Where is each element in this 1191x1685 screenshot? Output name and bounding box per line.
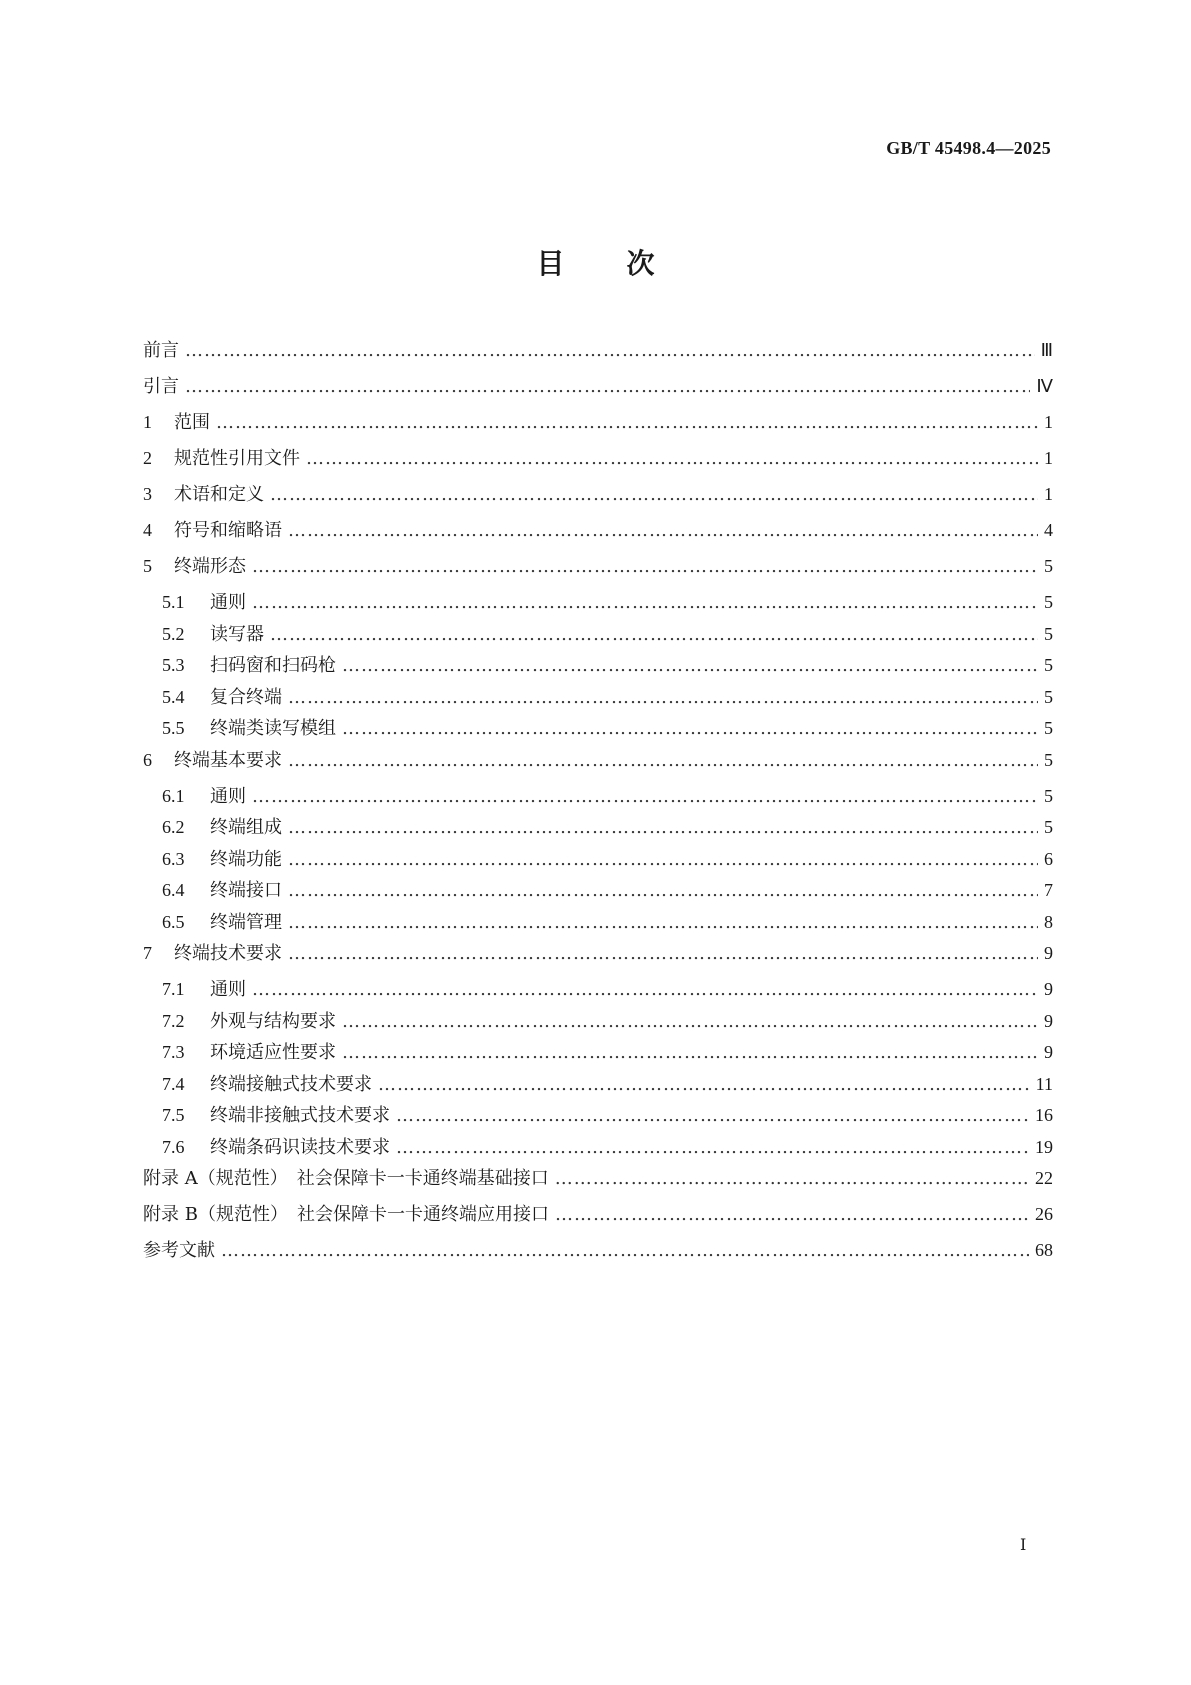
toc-entry-number: 6.5 [162,911,185,932]
toc-entry-number: 7.1 [162,979,185,999]
toc-entry-page: 8 [1044,911,1053,932]
toc-entry-page: 1 [1044,448,1053,468]
toc-entry-title: 术语和定义 [174,484,264,505]
toc-entry-page: 5 [1044,592,1053,612]
toc-entry-number: 6.3 [162,848,185,869]
toc-entry-title: 终端形态 [174,556,246,577]
toc-entry-number: 7.6 [162,1136,185,1157]
page-title-left: 目 [536,247,565,280]
toc-entry-page: 5 [1044,817,1053,837]
toc-entry-page: 1 [1044,412,1053,432]
toc-entry-number: 5.4 [162,686,185,707]
toc-leader-dots [306,448,1038,469]
toc-leader-dots [342,1042,1038,1063]
toc-entry-title: 复合终端 [210,686,282,708]
toc-leader-dots [396,1105,1029,1126]
toc-leader-dots [252,556,1038,577]
toc-entry[interactable] [143,1236,1053,1272]
toc-entry[interactable] [143,444,1053,480]
toc-entry-number: 7.5 [162,1105,185,1125]
toc-entry-title: 扫码窗和扫码枪 [210,655,336,676]
toc-leader-dots [288,912,1038,933]
toc-entry-page: 6 [1044,848,1053,869]
toc-leader-dots [288,880,1038,901]
toc-leader-dots [288,520,1038,541]
toc-entry-page: 5 [1044,749,1053,770]
toc-entry-title: 参考文献 [143,1240,215,1261]
toc-entry-page: 9 [1044,943,1053,963]
toc-entry-title: 终端类读写模组 [210,718,336,739]
toc-entry[interactable] [143,516,1053,552]
toc-leader-dots [288,750,1038,771]
toc-entry[interactable] [143,714,1053,746]
toc-entry[interactable] [143,1101,1053,1133]
toc-leader-dots [288,687,1038,708]
toc-leader-dots [555,1168,1029,1189]
toc-leader-dots [378,1074,1030,1095]
toc-leader-dots [252,979,1038,1000]
toc-entry-title: 读写器 [210,623,264,645]
toc-entry-number: 7 [143,943,152,963]
toc-entry-page: 16 [1035,1105,1053,1125]
toc-entry-page: 5 [1044,785,1053,806]
toc-entry-page: 5 [1044,623,1053,644]
toc-entry-number: 5.2 [162,623,185,644]
toc-entry[interactable] [143,651,1053,683]
toc-entry-title: 附录 A（规范性） 社会保障卡一卡通终端基础接口 [143,1168,549,1189]
toc-leader-dots [252,592,1038,613]
toc-entry-number: 5 [143,556,152,576]
toc-entry-title: 前言 [143,340,179,361]
standard-code: GB/T 45498.4—2025 [886,138,1051,158]
toc-entry[interactable] [143,845,1053,877]
toc-leader-dots [396,1137,1029,1158]
toc-entry[interactable] [143,372,1053,408]
toc-entry[interactable] [143,939,1053,975]
toc-entry-page: 5 [1044,655,1053,675]
toc-entry-title: 范围 [174,412,210,433]
toc-entry-number: 7.4 [162,1073,185,1094]
toc-entry-title: 外观与结构要求 [210,1010,336,1032]
page-number: Ⅰ [1020,1535,1027,1554]
toc-entry[interactable] [143,975,1053,1007]
toc-entry-number: 2 [143,448,152,468]
toc-entry[interactable] [143,1133,1053,1165]
toc-leader-dots [342,1011,1038,1032]
toc-entry[interactable] [143,408,1053,444]
toc-leader-dots [270,484,1038,505]
table-of-contents [143,336,1053,1272]
toc-entry-title: 终端功能 [210,848,282,870]
toc-leader-dots [221,1240,1029,1261]
toc-leader-dots [288,943,1038,964]
toc-entry-page: 4 [1044,520,1053,540]
toc-entry-number: 6.1 [162,785,185,806]
toc-entry-number: 7.2 [162,1010,185,1031]
toc-entry-title: 终端接触式技术要求 [210,1073,372,1095]
toc-entry-page: 7 [1044,880,1053,900]
toc-entry-title: 附录 B（规范性） 社会保障卡一卡通终端应用接口 [143,1204,549,1225]
toc-entry-page: 22 [1035,1168,1053,1188]
toc-entry-page: 5 [1044,686,1053,707]
toc-entry[interactable] [143,876,1053,908]
toc-entry-page: 1 [1044,484,1053,504]
toc-entry-title: 终端管理 [210,911,282,933]
toc-entry[interactable] [143,620,1053,652]
toc-entry[interactable] [143,588,1053,620]
toc-entry-page: 5 [1044,556,1053,576]
toc-entry-page: 9 [1044,1010,1053,1031]
toc-entry-title: 规范性引用文件 [174,448,300,469]
toc-entry-number: 5.3 [162,655,185,675]
toc-entry-number: 5.5 [162,718,185,738]
toc-entry[interactable] [143,336,1053,372]
toc-entry-number: 1 [143,412,152,432]
page-title [0,242,1191,282]
toc-entry-title: 终端非接触式技术要求 [210,1105,390,1126]
toc-leader-dots [342,718,1038,739]
toc-entry-number: 7.3 [162,1042,185,1062]
toc-entry-page: 5 [1044,718,1053,738]
toc-entry-number: 6 [143,749,152,770]
toc-entry-title: 环境适应性要求 [210,1042,336,1063]
toc-leader-dots [252,786,1038,807]
toc-entry-number: 6.4 [162,880,185,900]
toc-entry[interactable] [143,782,1053,814]
toc-entry-page: 19 [1035,1136,1053,1157]
page-title-right: 次 [626,247,655,280]
toc-entry-title: 符号和缩略语 [174,520,282,541]
toc-leader-dots [342,655,1038,676]
toc-entry-title: 终端接口 [210,880,282,901]
toc-entry-number: 4 [143,520,152,540]
toc-entry-page: 11 [1035,1073,1053,1094]
toc-entry-title: 引言 [143,376,179,397]
toc-leader-dots [288,849,1038,870]
toc-entry[interactable] [143,908,1053,940]
toc-entry-title: 通则 [210,592,246,613]
toc-entry[interactable] [143,683,1053,715]
toc-leader-dots [216,412,1038,433]
toc-entry[interactable] [143,552,1053,588]
toc-leader-dots [288,817,1038,838]
toc-entry[interactable] [143,746,1053,782]
toc-leader-dots [185,376,1030,397]
toc-entry-page: 68 [1035,1240,1053,1260]
toc-entry-page: 9 [1044,1042,1053,1062]
toc-entry[interactable] [143,813,1053,845]
toc-entry[interactable] [143,1164,1053,1200]
toc-entry-title: 终端技术要求 [174,943,282,964]
toc-entry-number: 6.2 [162,817,185,837]
toc-entry-title: 终端基本要求 [174,749,282,771]
toc-leader-dots [270,624,1038,645]
toc-entry[interactable] [143,480,1053,516]
toc-entry-title: 通则 [210,979,246,1000]
toc-entry-page: 26 [1035,1204,1053,1224]
toc-leader-dots [555,1204,1029,1225]
toc-entry[interactable] [143,1200,1053,1236]
toc-entry[interactable] [143,1038,1053,1070]
toc-entry-title: 终端组成 [210,817,282,838]
toc-entry-page: 9 [1044,979,1053,999]
toc-leader-dots [185,340,1035,361]
toc-entry-number: 3 [143,484,152,504]
toc-entry-number: 5.1 [162,592,185,612]
toc-entry-title: 终端条码识读技术要求 [210,1136,390,1158]
toc-entry[interactable] [143,1007,1053,1039]
toc-entry-page: Ⅳ [1036,376,1053,396]
toc-entry[interactable] [143,1070,1053,1102]
toc-entry-title: 通则 [210,785,246,807]
toc-entry-page: Ⅲ [1040,340,1053,360]
